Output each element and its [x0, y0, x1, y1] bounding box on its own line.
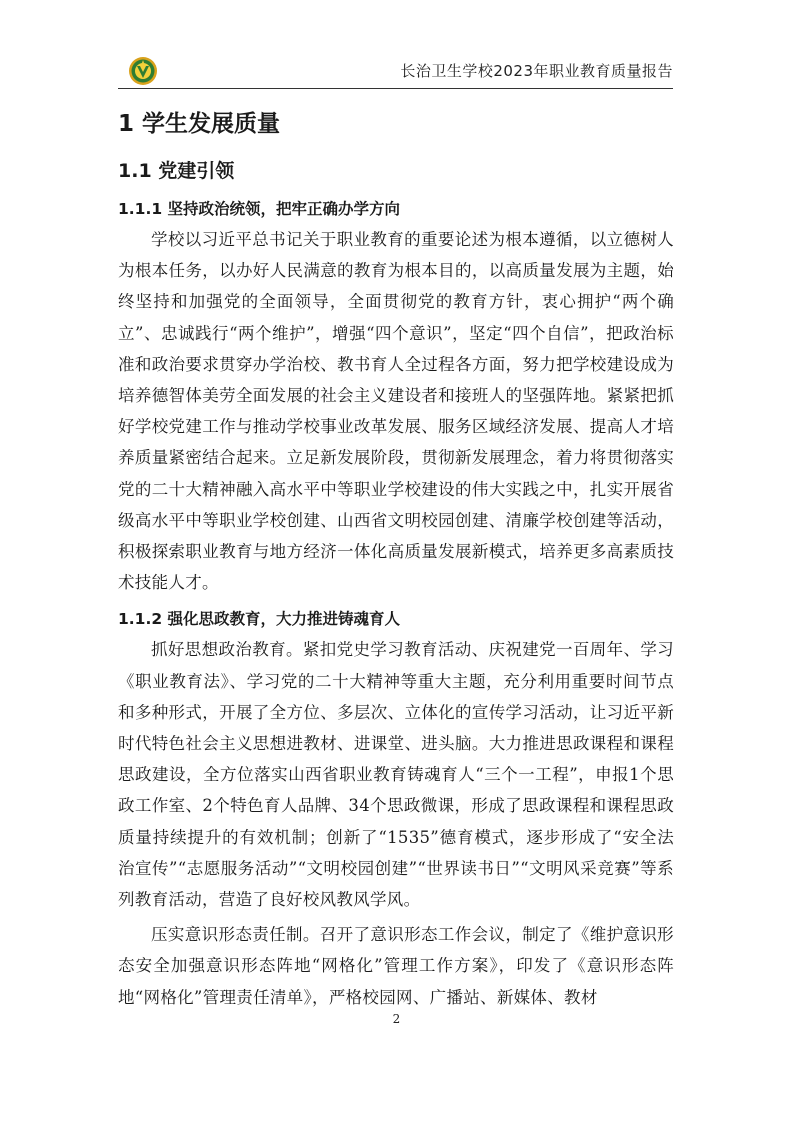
body-paragraph: 抓好思想政治教育。紧扣党史学习教育活动、庆祝建党一百周年、学习《职业教育法》、学习党的二十大精神等重大主题，充分利用重要时间节点和多种形式，开展了全方位、多层次、立体化的宣传学习活动，让习近平新时代特色社会主义思想进教材、进课堂、进头脑。大力推进思政课程和课程思政建设，全方位落实山西省职业教育铸魂育人“三个一工程”，申报1个思政工作室、2个特色育人品牌、34个思政微课，形成了思政课程和课程思政质量持续提升的有效机制；创新了“1535”德育模式，逐步形成了“安全法治宣传”“志愿服务活动”“文明校园创建”“世界读书日”“文明风采竞赛”等系列教育活动，营造了良好校风教风学风。: [118, 640, 674, 910]
section-heading: 1.1 党建引领: [118, 160, 235, 182]
page-number: 2: [392, 1012, 401, 1026]
body-paragraph: 学校以习近平总书记关于职业教育的重要论述为根本遵循，以立德树人为根本任务，以办好人民满意的教育为根本目的，以高质量发展为主题，始终坚持和加强党的全面领导，全面贯彻党的教育方针，衷心拥护“两个确立”、忠诚践行“两个维护”，增强“四个意识”，坚定“四个自信”，把政治标准和政治要求贯穿办学治校、教书育人全过程各方面，努力把学校建设成为培养德智体美劳全面发展的社会主义建设者和接班人的坚强阵地。紧紧把抓好学校党建工作与推动学校事业改革发展、服务区域经济发展、提高人才培养质量紧密结合起来。立足新发展阶段，贯彻新发展理念，着力将贯彻落实党的二十大精神融入高水平中等职业学校建设的伟大实践之中，扎实开展省级高水平中等职业学校创建、山西省文明校园创建、清廉学校创建等活动，积极探索职业教育与地方经济一体化高质量发展新模式，培养更多高素质技术技能人才。: [118, 230, 674, 593]
subsection-heading-1: 1.1.1 坚持政治统领，把牢正确办学方向: [118, 200, 401, 218]
page-body: [118, 98, 674, 1013]
header-divider: [118, 88, 673, 89]
body-paragraph: 压实意识形态责任制。召开了意识形态工作会议，制定了《维护意识形态安全加强意识形态阵地“网格化”管理工作方案》，印发了《意识形态阵地“网格化”管理责任清单》，严格校园网、广播站、新媒体、教材: [118, 925, 674, 1007]
chapter-heading: 1 学生发展质量: [118, 111, 281, 137]
document-running-title: 长治卫生学校2023年职业教育质量报告: [400, 62, 673, 80]
school-emblem-icon: [128, 56, 158, 86]
subsection-heading-2: 1.1.2 强化思政教育，大力推进铸魂育人: [118, 610, 401, 629]
page-header: [118, 50, 673, 90]
